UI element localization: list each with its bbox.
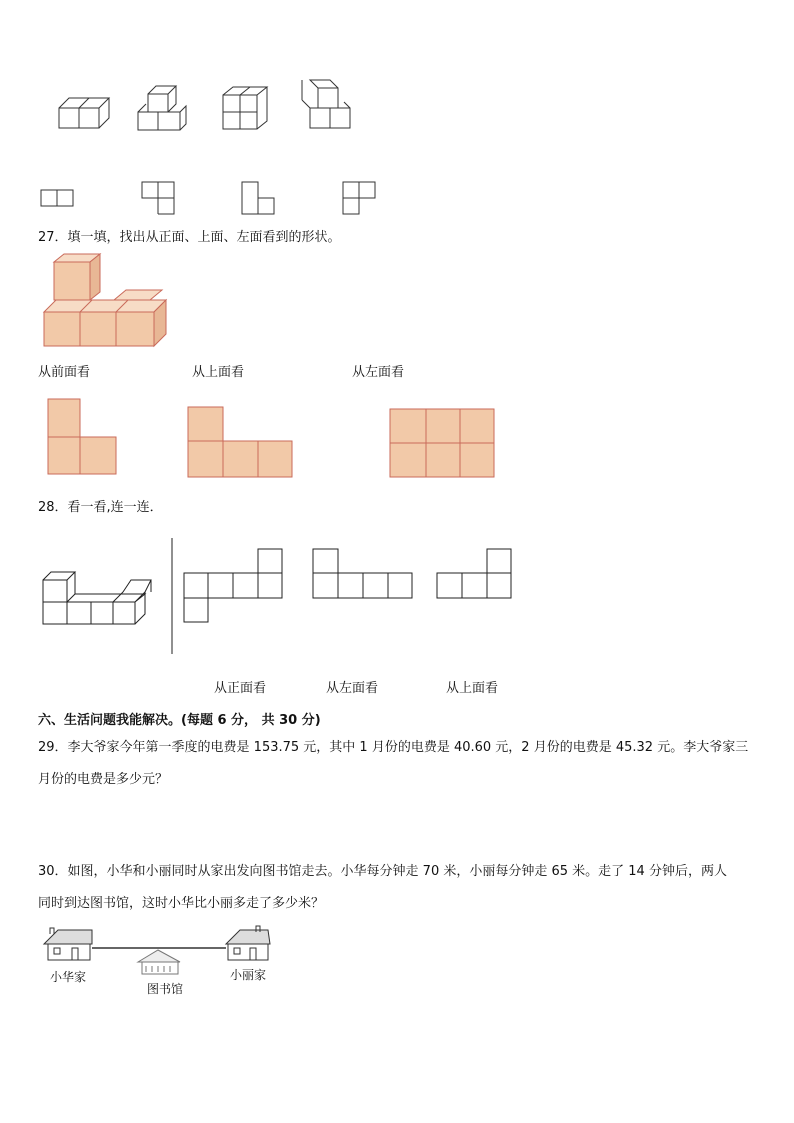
flat-view-1 [41, 190, 73, 206]
q28-view-b [313, 549, 412, 598]
q30-line-1: 30．如图，小华和小丽同时从家出发向图书馆走去。小华每分钟走 70 米，小丽每分钟走 65 米。走了 14 分钟后，两人 [38, 864, 727, 879]
q28-solid [43, 572, 151, 624]
q28-prompt: 28．看一看,连一连． [38, 500, 163, 515]
q27-view-front-label: 从前面看 [38, 365, 91, 380]
q30-question [38, 856, 758, 920]
q29-line-1: 29．李大爷家今年第一季度的电费是 153.75 元，其中 1 月份的电费是 40.60 元，2 月份的电费是 45.32 元。李大爷家三 [38, 740, 749, 755]
place-xiaoli: 小丽家 [230, 968, 267, 982]
left-view-shape [390, 409, 494, 477]
top-view-shape [188, 407, 292, 477]
q28-view-a [184, 549, 282, 622]
cube-figures-row [0, 0, 794, 220]
q28-label-top: 从上面看 [446, 681, 499, 696]
q27-view-top-label: 从上面看 [192, 365, 245, 380]
cube-figure-3 [223, 87, 267, 129]
flat-view-4 [343, 182, 375, 214]
library-icon [138, 950, 180, 974]
flat-view-2 [142, 182, 174, 214]
front-view-shape [48, 399, 116, 474]
q27-view-shapes [0, 395, 794, 495]
cube-figure-2 [138, 86, 186, 130]
q28-label-front: 从正面看 [214, 681, 267, 696]
house-xiaoli-icon [226, 926, 270, 960]
cube-figure-4 [302, 80, 350, 128]
q28-label-left: 从左面看 [326, 681, 379, 696]
house-xiaohua-icon [44, 928, 92, 960]
q27-prompt: 27．填一填，找出从正面、上面、左面看到的形状。 [38, 230, 341, 245]
cube-figure-1 [59, 98, 109, 128]
q30-map [0, 922, 794, 1002]
q29-line-2: 月份的电费是多少元？ [38, 772, 169, 787]
q29-question [38, 732, 758, 796]
section-6-title: 六、生活问题我能解决。(每题 6 分， 共 30 分) [38, 713, 321, 728]
q28-figures [0, 530, 794, 670]
q27-view-left-label: 从左面看 [352, 365, 405, 380]
q30-line-2: 同时到达图书馆，这时小华比小丽多走了多少米？ [38, 896, 325, 911]
place-xiaohua: 小华家 [50, 970, 87, 984]
flat-view-3 [242, 182, 274, 214]
q28-view-c [437, 549, 511, 598]
place-library: 图书馆 [147, 982, 184, 996]
